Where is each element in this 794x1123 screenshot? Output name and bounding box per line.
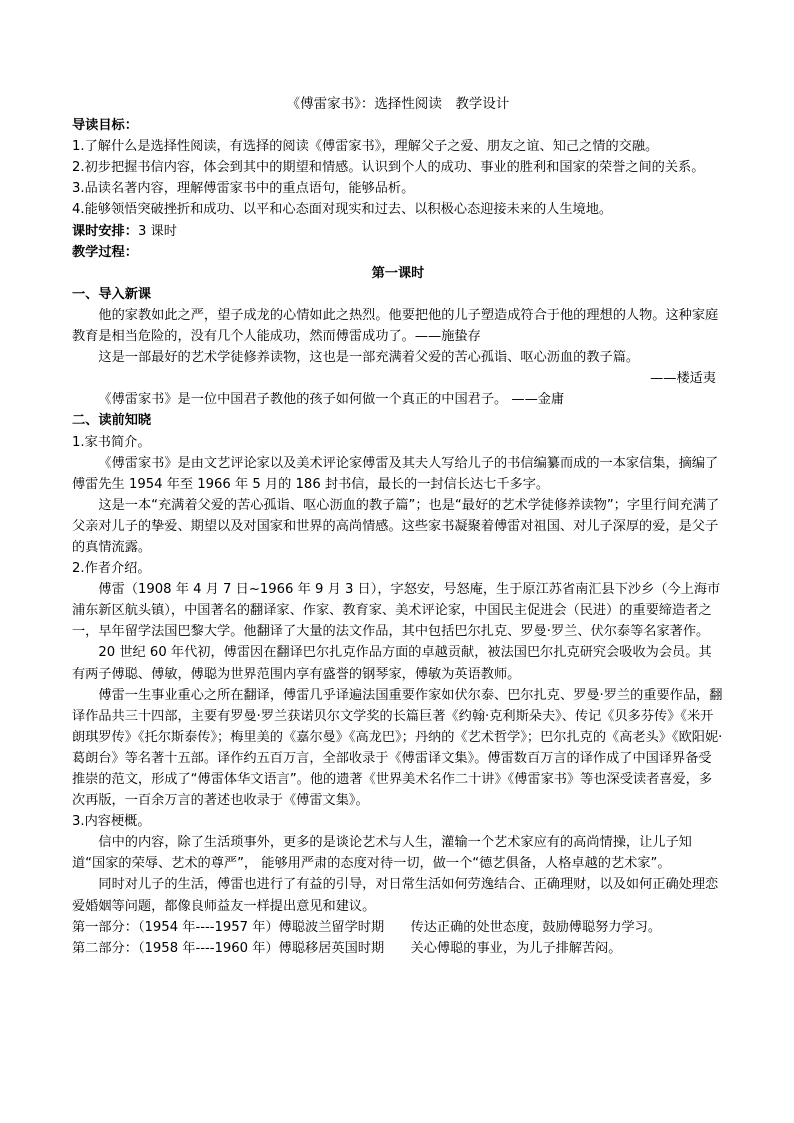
goal-item-1: 1.了解什么是选择性阅读，有选择的阅读《傅雷家书》，理解父子之爱、朋友之谊、知己之情的交融。: [72, 139, 659, 155]
goals-heading: 导读目标：: [72, 118, 138, 134]
section1-paragraph-1: 他的家教如此之严，望子成龙的心情如此之热烈。他要把他的儿子塑造成符合于他的理想的人物。这种家庭教育是相当危险的，没有几个人能成功，然而傅雷成功了。——施蛰存: [72, 307, 719, 345]
sub1-paragraph-1: 《傅雷家书》是由文艺评论家以及美术评论家傅雷及其夫人写给儿子的书信编纂而成的一本家信集，摘编了傅雷先生 1954 年至 1966 年 5 月的 186 封书信，最长的一封信长达七千多字。: [72, 455, 719, 492]
process-heading: 教学过程：: [72, 244, 138, 260]
sub2-paragraph-2: 20 世纪 60 年代初，傅雷因在翻译巴尔扎克作品方面的卓越贡献，被法国巴尔扎克研究会吸收为会员。其有两子傅聪、傅敏，傅聪为世界范围内享有盛誉的钢琴家，傅敏为英语教师。: [72, 645, 712, 682]
sub3-paragraph-2: 同时对儿子的生活，傅雷也进行了有益的引导，对日常生活如何劳逸结合、正确理财，以及如何正确处理恋爱婚姻等问题，都像良师益友一样提出意见和建议。: [72, 877, 719, 914]
subheading-2: 2.作者介绍。: [72, 561, 151, 577]
subheading-3: 3.内容梗概。: [72, 814, 151, 830]
goal-item-4: 4.能够领悟突破挫折和成功、以平和心态面对现实和过去、以积极心态迎接未来的人生境地。: [72, 202, 613, 218]
sub2-paragraph-3: 傅雷一生事业重心之所在翻译，傅雷几乎译遍法国重要作家如伏尔泰、巴尔扎克、罗曼·罗兰的重要作品，翻译作品共三十四部，主要有罗曼·罗兰获诺贝尔文学奖的长篇巨著《约翰·克利斯朵夫》、传记《贝多芬传》《米开朗琪罗传》《托尔斯泰传》；梅里美的《嘉尔曼》《高龙巴》；丹纳的《艺术哲学》；巴尔扎克的《高老头》《欧阳妮·葛朗台》等名著十五部。译作约五百万言，全部收录于《傅雷译文集》。傅雷数百万言的译作成了中国译界备受推崇的范文，形成了“傅雷体华文语言”。他的遗著《世界美术名作二十讲》《傅雷家书》等也深受读者喜爱，多次再版，一百余万言的著述也收录于《傅雷文集》。: [72, 687, 723, 809]
section2-heading: 二、读前知晓: [72, 413, 152, 429]
lesson-heading: 第一课时: [371, 265, 425, 281]
document-title: 《傅雷家书》：选择性阅读 教学设计: [286, 96, 510, 112]
sub2-paragraph-1: 傅雷（1908 年 4 月 7 日~1966 年 9 月 3 日），字怒安，号怒庵，生于原江苏省南汇县下沙乡（今上海市浦东新区航头镇），中国著名的翻译家、作家、教育家、美术评论家，中国民主促进会（民进）的重要缔造者之一，早年留学法国巴黎大学。他翻译了大量的法文作品，其中包括巴尔扎克、罗曼·罗兰、伏尔泰等名家著作。: [72, 582, 721, 640]
sub1-paragraph-2: 这是一本“充满着父爱的苦心孤诣、呕心沥血的教子篇”；也是“最好的艺术学徒修养读物”；字里行间充满了父亲对儿子的挚爱、期望以及对国家和世界的高尚情感。这些家书凝聚着傅雷对祖国、对儿子深厚的爱，是父子的真情流露。: [72, 497, 720, 555]
section1-heading: 一、导入新课: [72, 286, 152, 302]
schedule-value: 3 课时: [137, 223, 177, 239]
subheading-1: 1.家书简介。: [72, 434, 151, 450]
part-2-line: 第二部分：（1958 年----1960 年）傅聪移居英国时期 关心傅聪的事业，为儿子排解苦闷。: [72, 940, 622, 956]
goal-item-2: 2.初步把握书信内容，体会到其中的期望和情感。认识到个人的成功、事业的胜利和国家的荣誉之间的关系。: [72, 160, 705, 176]
section1-paragraph-2: 这是一部最好的艺术学徒修养读物，这也是一部充满着父爱的苦心孤诣、呕心沥血的教子篇。: [98, 350, 640, 366]
sub3-paragraph-1: 信中的内容，除了生活琐事外，更多的是谈论艺术与人生，灌输一个艺术家应有的高尚情操，让儿子知道“国家的荣辱、艺术的尊严”， 能够用严肃的态度对待一切，做一个“德艺俱备，人格卓越的艺术家”。: [72, 835, 692, 872]
document-page: [72, 94, 724, 959]
schedule-line: [72, 221, 724, 242]
section1-signature: ——楼适夷: [650, 371, 716, 387]
section1-paragraph-3: 《傅雷家书》是一位中国君子教他的孩子如何做一个真正的中国君子。 ——金庸: [98, 392, 565, 408]
part-1-line: 第一部分：（1954 年----1957 年）傅聪波兰留学时期 传达正确的处世态度，鼓励傅聪努力学习。: [72, 919, 662, 935]
goal-item-3: 3.品读名著内容，理解傅雷家书中的重点语句，能够品析。: [72, 181, 415, 197]
schedule-label: 课时安排：: [72, 223, 138, 239]
